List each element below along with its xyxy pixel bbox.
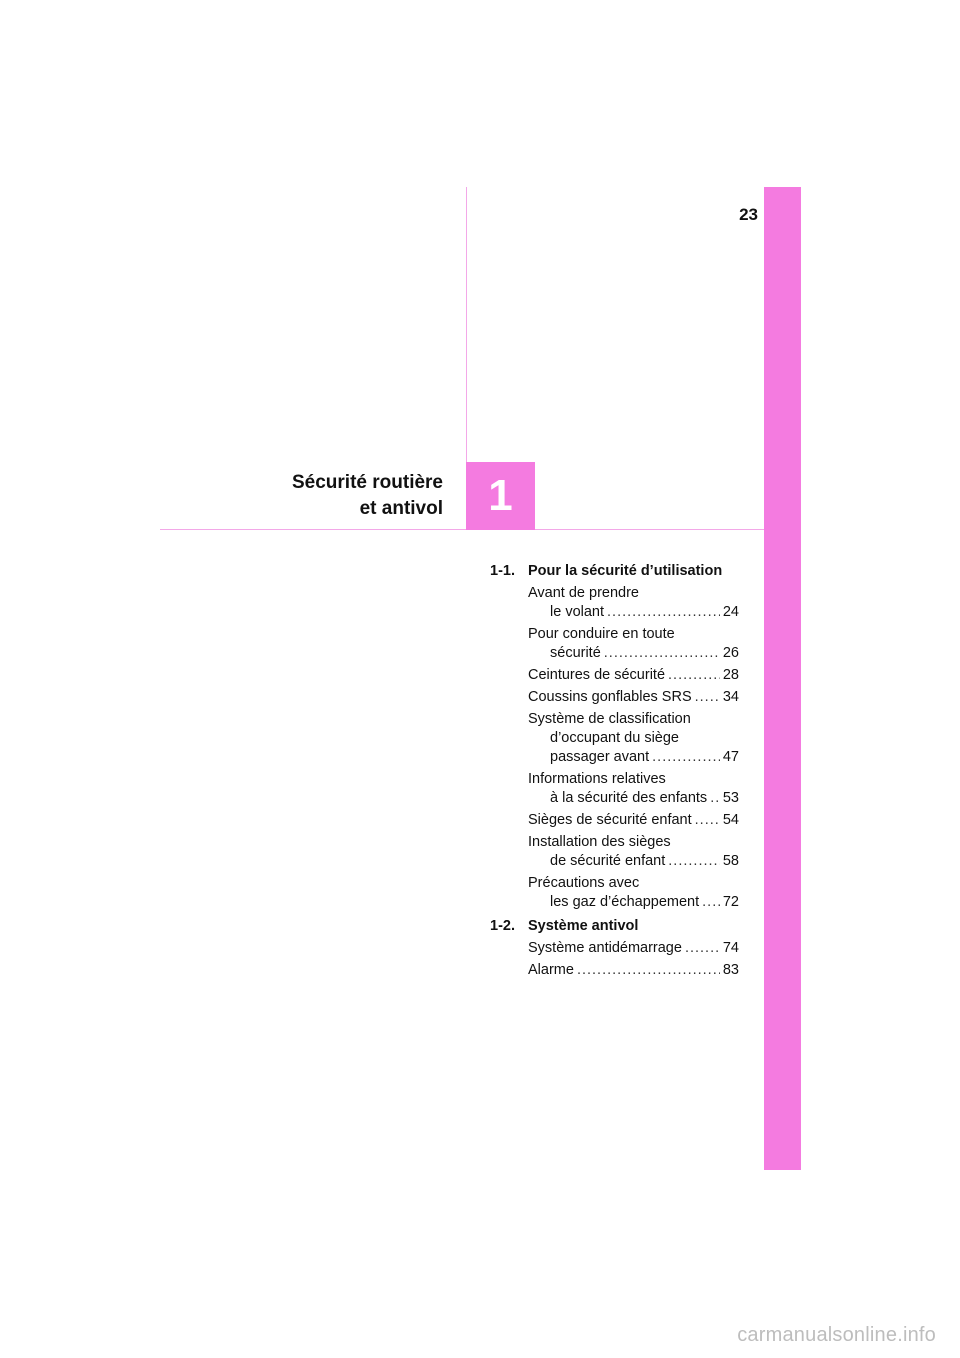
toc-page-number: 47 <box>722 749 739 765</box>
toc-entry-title: les gaz d’échappement <box>550 894 700 910</box>
toc-entry-title: Coussins gonflables SRS <box>528 689 692 705</box>
toc-section-number: 1-1. <box>490 563 515 579</box>
toc-entry[interactable] <box>528 874 739 912</box>
toc-entry[interactable] <box>528 811 739 830</box>
toc-leader-dots <box>702 893 720 912</box>
toc-entry[interactable] <box>528 584 739 622</box>
toc-entry-title-row <box>528 961 739 980</box>
toc-section <box>480 917 739 980</box>
toc-section-number: 1-2. <box>490 918 515 934</box>
toc-entry[interactable] <box>528 770 739 808</box>
toc-page-number: 28 <box>722 667 739 683</box>
page-number: 23 <box>739 205 758 224</box>
toc-entry-line: Installation des sièges <box>528 834 671 850</box>
watermark: carmanualsonline.info <box>737 1324 936 1346</box>
toc-entry-title: Sièges de sécurité enfant <box>528 812 692 828</box>
toc-entry-title-row <box>528 789 739 808</box>
toc-entry-title: Ceintures de sécurité <box>528 667 666 683</box>
table-of-contents <box>480 562 739 983</box>
toc-entry-line: Précautions avec <box>528 875 640 891</box>
toc-entry-title: sécurité <box>550 645 601 661</box>
toc-entry-title-row <box>528 939 739 958</box>
chapter-number: 1 <box>488 471 513 520</box>
toc-section <box>480 562 739 912</box>
toc-entry-title-row <box>528 811 739 830</box>
toc-leader-dots <box>695 811 720 830</box>
toc-entry-title-row <box>528 893 739 912</box>
toc-entry-title-row <box>528 748 739 767</box>
toc-page-number: 58 <box>722 853 739 869</box>
toc-section-title: Pour la sécurité d’utilisation <box>528 563 723 579</box>
toc-leader-dots <box>577 961 720 980</box>
toc-page-number: 26 <box>722 645 739 661</box>
toc-entry-title-row <box>528 666 739 685</box>
toc-section-title: Système antivol <box>528 918 639 934</box>
toc-section-heading[interactable] <box>490 917 739 936</box>
toc-entry-title: Système antidémarrage <box>528 940 682 956</box>
toc-entry-title-row <box>528 688 739 707</box>
toc-leader-dots <box>710 789 720 808</box>
toc-entry-line: Pour conduire en toute <box>528 626 675 642</box>
toc-entry-title: le volant <box>550 604 605 620</box>
toc-entry-title-row <box>528 603 739 622</box>
chapter-title <box>200 470 443 522</box>
toc-leader-dots <box>668 666 720 685</box>
toc-entry-title: de sécurité enfant <box>550 853 666 869</box>
toc-entry[interactable] <box>528 961 739 980</box>
toc-entry-line: Informations relatives <box>528 771 666 787</box>
toc-leader-dots <box>604 644 720 663</box>
toc-page-number: 24 <box>722 604 739 620</box>
chapter-title-line: Sécurité routière <box>292 472 443 493</box>
toc-leader-dots <box>668 852 720 871</box>
toc-leader-dots <box>652 748 720 767</box>
toc-entry[interactable] <box>528 833 739 871</box>
horizontal-divider <box>160 529 764 530</box>
toc-entry[interactable] <box>528 666 739 685</box>
toc-page-number: 72 <box>722 894 739 910</box>
toc-entry-title: passager avant <box>550 749 650 765</box>
toc-page-number: 54 <box>722 812 739 828</box>
toc-entry-title: Alarme <box>528 962 574 978</box>
toc-entry-title-row <box>528 852 739 871</box>
toc-entry-line: Avant de prendre <box>528 585 639 601</box>
toc-entry[interactable] <box>528 939 739 958</box>
toc-leader-dots <box>685 939 720 958</box>
toc-entry-title: à la sécurité des enfants <box>550 790 708 806</box>
toc-page-number: 74 <box>722 940 739 956</box>
toc-page-number: 34 <box>722 689 739 705</box>
toc-entry-line: Système de classification <box>528 711 691 727</box>
toc-page-number: 53 <box>722 790 739 806</box>
toc-entry-line: d’occupant du siège <box>550 730 679 746</box>
toc-entry[interactable] <box>528 710 739 767</box>
toc-entry-title-row <box>528 644 739 663</box>
chapter-side-tab <box>764 187 801 1170</box>
toc-page-number: 83 <box>722 962 739 978</box>
toc-leader-dots <box>607 603 720 622</box>
chapter-title-line: et antivol <box>359 498 443 519</box>
vertical-divider <box>466 187 467 462</box>
chapter-number-box <box>466 462 535 530</box>
toc-leader-dots <box>695 688 720 707</box>
toc-entry[interactable] <box>528 625 739 663</box>
toc-section-heading[interactable] <box>490 562 739 581</box>
toc-entry[interactable] <box>528 688 739 707</box>
